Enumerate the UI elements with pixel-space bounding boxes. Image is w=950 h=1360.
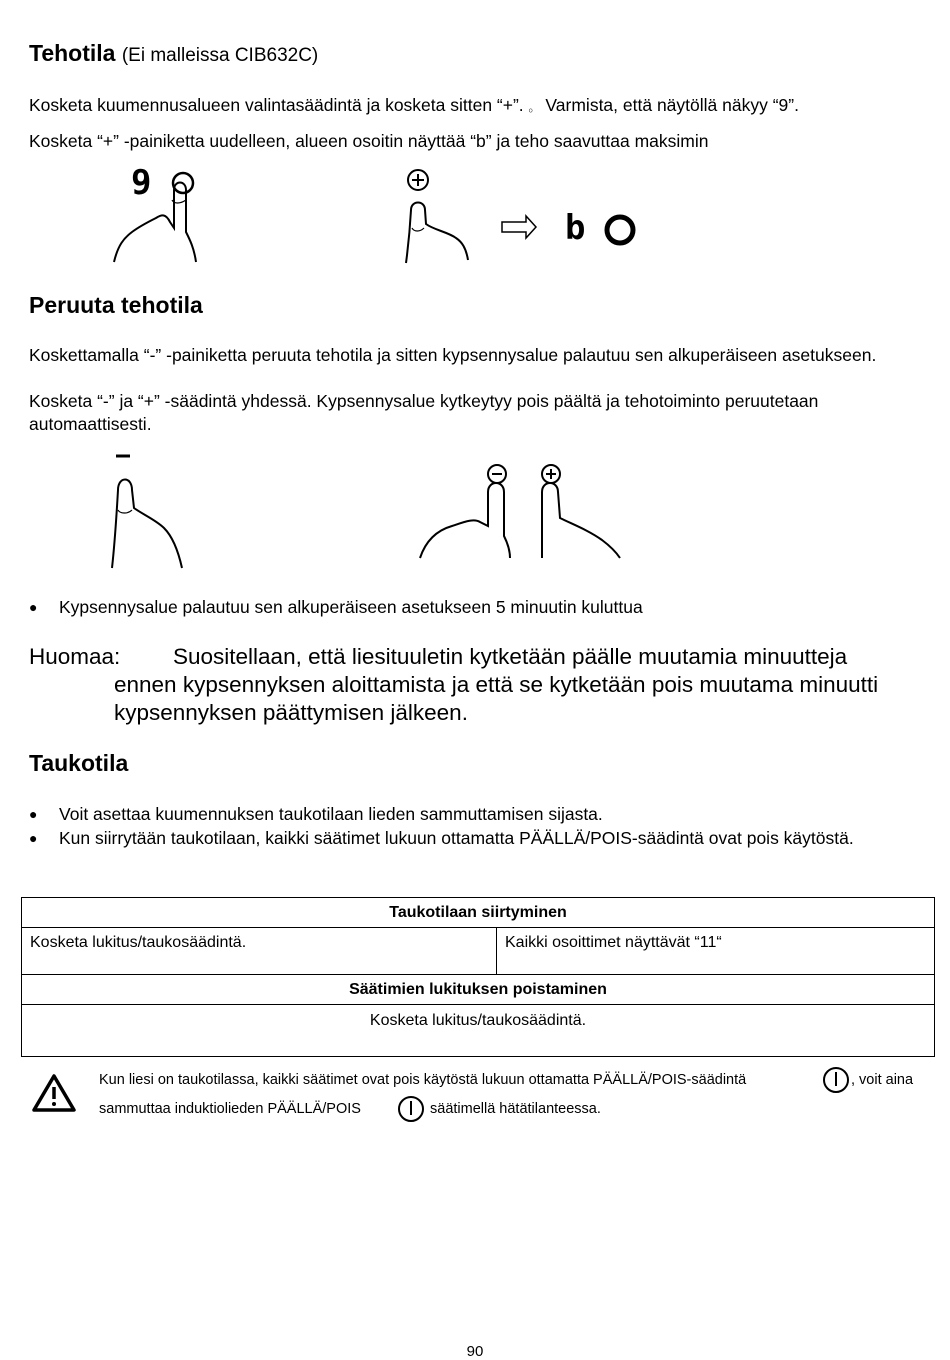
note-text-line2: ennen kypsennyksen aloittamista ja että se kytketään pois muutama minuutti — [114, 672, 879, 697]
peruuta-para1: Koskettamalla “-” -painiketta peruuta tehotila ja sitten kypsennysalue palautuu sen alkuperäiseen asetukseen. — [29, 345, 877, 365]
finger-touch-minus-icon — [108, 450, 208, 570]
bullet-text: Kun siirrytään taukotilaan, kaikki säätimet lukuun ottamatta PÄÄLLÄ/POIS-säädintä ovat pois käytöstä. — [59, 828, 854, 848]
taukotila-bullet-1 — [29, 803, 929, 827]
warning-triangle-icon — [31, 1073, 77, 1113]
table-cell-unlock-action: Kosketa lukitus/taukosäädintä. — [22, 1005, 935, 1057]
table-header-unlock: Säätimien lukituksen poistaminen — [22, 975, 935, 1005]
peruuta-para2: Kosketa “-” ja “+” -säädintä yhdessä. Kypsennysalue kytkeytyy pois päältä ja tehotoiminto peruutetaan automaattisesti. — [29, 391, 819, 434]
bullet-dot: ● — [29, 830, 38, 846]
table-cell-action: Kosketa lukitus/taukosäädintä. — [22, 928, 497, 975]
tehotila-line1 — [29, 94, 799, 119]
display-b-glyph: b — [565, 208, 586, 248]
taukotila-bullet-2 — [29, 827, 929, 875]
peruuta-bullet — [29, 596, 929, 620]
power-button-icon — [397, 1095, 425, 1123]
table-cell-result: Kaikki osoittimet näyttävät “11“ — [497, 928, 935, 975]
section-title-taukotila: Taukotila — [29, 750, 129, 776]
section-title-peruuta: Peruuta tehotila — [29, 292, 203, 318]
power-button-icon — [822, 1066, 850, 1094]
finger-touch-plus-icon — [398, 168, 648, 268]
table-header-enter-pause: Taukotilaan siirtyminen — [22, 898, 935, 928]
line1-end: Varmista, että näytöllä näkyy “9”. — [540, 95, 799, 115]
bullet-text: Voit asettaa kuumennuksen taukotilaan lieden sammuttamisen sijasta. — [59, 804, 603, 824]
bullet-dot: ● — [29, 599, 38, 615]
warning-text-a: Kun liesi on taukotilassa, kaikki säätimet ovat pois käytöstä lukuun ottamatta PÄÄLLÄ/POIS-säädintä — [99, 1072, 747, 1088]
warning-text-d: säätimellä hätätilanteessa. — [430, 1101, 601, 1117]
bullet-dot: ● — [29, 806, 38, 822]
title-text: Tehotila — [29, 40, 116, 66]
note-label: Huomaa: — [29, 644, 121, 669]
note-text-line1: Suositellaan, että liesituuletin kytketään päälle muutamia minuutteja — [173, 644, 848, 669]
warning-text-b: , voit aina — [851, 1072, 914, 1088]
finger-touch-9-icon — [110, 170, 220, 270]
warning-line1 — [99, 1072, 746, 1088]
section-title-tehotila — [29, 40, 318, 67]
line1-mark: 。 — [528, 100, 541, 114]
two-finger-minus-plus-icon — [418, 460, 638, 570]
title-subtitle: (Ei malleissa CIB632C) — [121, 45, 319, 66]
pause-mode-table — [21, 897, 935, 1057]
bullet-text: Kypsennysalue palautuu sen alkuperäiseen asetukseen 5 minuutin kuluttua — [59, 597, 643, 617]
tehotila-line2: Kosketa “+” -painiketta uudelleen, alueen osoitin näyttää “b” ja teho saavuttaa maksimin — [29, 131, 709, 151]
page-number: 90 — [466, 1343, 484, 1360]
note-text-line3: kypsennyksen päättymisen jälkeen. — [114, 700, 468, 725]
line1-text: Kosketa kuumennusalueen valintasäädintä ja kosketa sitten “+”. — [29, 95, 529, 115]
warning-text-c: sammuttaa induktiolieden PÄÄLLÄ/POIS — [99, 1101, 361, 1117]
display-9-glyph: 9 — [131, 163, 152, 203]
